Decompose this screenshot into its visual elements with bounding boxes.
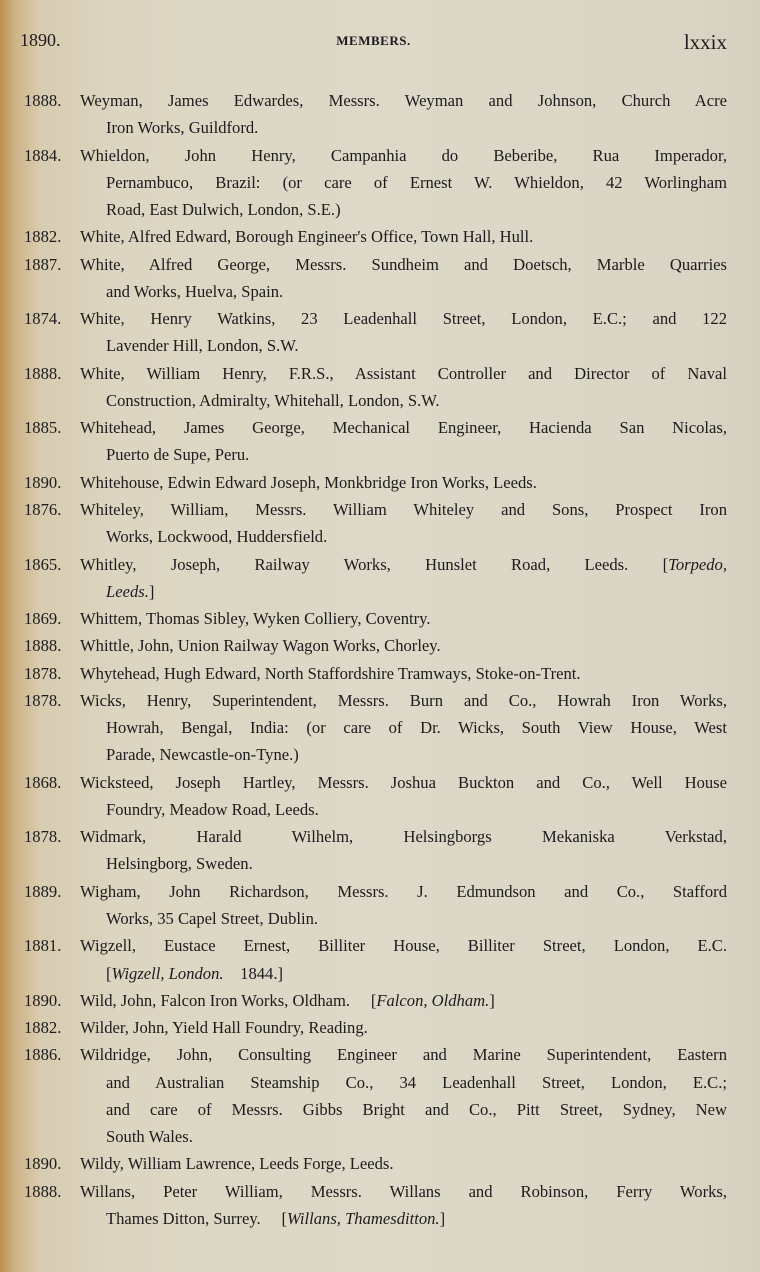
entry-text: Works, Lockwood, Huddersfield.: [106, 527, 328, 547]
entry-text: Wilder, John, Yield Hall Foundry, Reading.: [80, 1018, 368, 1038]
election-year: 1876.: [24, 499, 62, 519]
election-year: 1869.: [24, 609, 62, 629]
member-list: [24, 87, 727, 1232]
election-year: 1890.: [24, 472, 62, 492]
entry-text: Whiteley, William, Messrs. William Whiteley and Sons, Prospect Iron: [80, 499, 727, 519]
entry-text: Construction, Admiralty, Whitehall, London, S.W.: [106, 390, 440, 410]
election-year: 1887.: [24, 254, 62, 274]
member-entry: [24, 305, 727, 360]
election-year: 1888.: [24, 1181, 62, 1201]
entry-text: and care of Messrs. Gibbs Bright and Co., Pitt Street, Sydney, New: [106, 1099, 727, 1119]
entry-line: [24, 960, 727, 987]
entry-text: Whittem, Thomas Sibley, Wyken Colliery, Coventry.: [80, 609, 431, 629]
member-entry: [24, 823, 727, 878]
entry-text: White, Henry Watkins, 23 Leadenhall Street, London, E.C.; and 122: [80, 309, 727, 329]
election-year: 1868.: [24, 772, 62, 792]
entry-line: [24, 905, 727, 932]
entry-line: [24, 114, 727, 141]
bracket: 1844.]: [240, 963, 284, 983]
entry-line: [24, 632, 727, 659]
entry-text: Thames Ditton, Surrey.: [106, 1208, 261, 1228]
entry-text: White, Alfred Edward, Borough Engineer's Office, Town Hall, Hull.: [80, 227, 534, 247]
entry-line: [24, 987, 727, 1014]
entry-text: Parade, Newcastle-on-Tyne.): [106, 745, 299, 765]
member-entry: [24, 878, 727, 933]
entry-text: Wigham, John Richardson, Messrs. J. Edmundson and Co., Stafford: [80, 881, 727, 901]
member-entry: [24, 1178, 727, 1233]
member-entry: [24, 1041, 727, 1150]
telegraphic-address: Wigzell, London.: [111, 963, 224, 983]
entry-text: and Works, Huelva, Spain.: [106, 281, 284, 301]
member-entry: [24, 687, 727, 769]
telegraphic-address: Torpedo,: [668, 554, 727, 574]
entry-text: Willans, Peter William, Messrs. Willans and Robinson, Ferry Works,: [80, 1181, 727, 1201]
bracket: ]: [439, 1208, 446, 1228]
entry-text: Wicksteed, Joseph Hartley, Messrs. Joshua Buckton and Co., Well House: [80, 772, 727, 792]
member-entry: [24, 1150, 727, 1177]
entry-line: [24, 1205, 727, 1232]
election-year: 1878.: [24, 827, 62, 847]
election-year: 1878.: [24, 663, 62, 683]
entry-line: [24, 169, 727, 196]
bracket: ]: [148, 581, 155, 601]
entry-line: [24, 387, 727, 414]
entry-line: [24, 1096, 727, 1123]
election-year: 1878.: [24, 690, 62, 710]
member-entry: [24, 469, 727, 496]
election-year: 1884.: [24, 145, 62, 165]
page-number: lxxix: [683, 30, 727, 54]
entry-line: [24, 551, 727, 578]
bracket: [: [106, 963, 112, 983]
entry-line: [24, 278, 727, 305]
entry-line: [24, 714, 727, 741]
entry-line: [24, 196, 727, 223]
entry-text: Whitehouse, Edwin Edward Joseph, Monkbridge Iron Works, Leeds.: [80, 472, 537, 492]
entry-text: Widmark, Harald Wilhelm, Helsingborgs Mekaniska Verkstad,: [80, 827, 727, 847]
entry-text: Wild, John, Falcon Iron Works, Oldham.: [80, 990, 351, 1010]
election-year: 1882.: [24, 1018, 62, 1038]
entry-line: [24, 741, 727, 768]
member-entry: [24, 660, 727, 687]
entry-line: [24, 251, 727, 278]
entry-line: [24, 360, 727, 387]
header-year: 1890.: [20, 30, 61, 50]
member-entry: [24, 87, 727, 142]
member-entry: [24, 632, 727, 659]
entry-line: [24, 142, 727, 169]
entry-text: South Wales.: [106, 1127, 193, 1147]
election-year: 1890.: [24, 990, 62, 1010]
bracket: [: [370, 990, 377, 1010]
entry-text: Works, 35 Capel Street, Dublin.: [106, 908, 319, 928]
entry-text: Whitley, Joseph, Railway Works, Hunslet Road, Leeds. [: [80, 554, 669, 574]
entry-line: [24, 332, 727, 359]
entry-text: Road, East Dulwich, London, S.E.): [106, 200, 341, 220]
entry-text: Iron Works, Guildford.: [106, 118, 259, 138]
telegraphic-address: Willans, Thamesditton.: [286, 1208, 440, 1228]
election-year: 1882.: [24, 227, 62, 247]
entry-text: Lavender Hill, London, S.W.: [106, 336, 299, 356]
bracket: [: [281, 1208, 287, 1228]
member-entry: [24, 551, 727, 606]
entry-line: [24, 523, 727, 550]
running-header: [20, 30, 727, 56]
entry-line: [24, 1041, 727, 1068]
election-year: 1885.: [24, 418, 62, 438]
entry-text: White, Alfred George, Messrs. Sundheim and Doetsch, Marble Quarries: [80, 254, 727, 274]
election-year: 1889.: [24, 881, 62, 901]
member-entry: [24, 360, 727, 415]
telegraphic-address: Falcon, Oldham.: [376, 990, 490, 1010]
entry-line: [24, 1150, 727, 1177]
entry-line: [24, 305, 727, 332]
entry-line: [24, 1123, 727, 1150]
entry-line: [24, 223, 727, 250]
member-entry: [24, 414, 727, 469]
entry-line: [24, 469, 727, 496]
entry-line: [24, 605, 727, 632]
member-entry: [24, 251, 727, 306]
election-year: 1888.: [24, 363, 62, 383]
entry-line: [24, 660, 727, 687]
entry-line: [24, 769, 727, 796]
entry-line: [24, 1178, 727, 1205]
entry-text: Wigzell, Eustace Ernest, Billiter House, Billiter Street, London, E.C.: [80, 936, 727, 956]
entry-text: Wildridge, John, Consulting Engineer and Marine Superintendent, Eastern: [80, 1045, 727, 1065]
entry-line: [24, 441, 727, 468]
member-entry: [24, 605, 727, 632]
entry-text: Howrah, Bengal, India: (or care of Dr. Wicks, South View House, West: [106, 718, 727, 738]
entry-text: Whitehead, James George, Mechanical Engineer, Hacienda San Nicolas,: [80, 418, 727, 438]
entry-text: Whieldon, John Henry, Campanhia do Beberibe, Rua Imperador,: [80, 145, 727, 165]
entry-text: White, William Henry, F.R.S., Assistant Controller and Director of Naval: [80, 363, 727, 383]
header-title: MEMBERS.: [336, 33, 411, 48]
entry-text: Pernambuco, Brazil: (or care of Ernest W. Whieldon, 42 Worlingham: [106, 172, 727, 192]
entry-line: [24, 496, 727, 523]
entry-text: Foundry, Meadow Road, Leeds.: [106, 799, 319, 819]
member-entry: [24, 1014, 727, 1041]
entry-text: Puerto de Supe, Peru.: [106, 445, 250, 465]
entry-text: and Australian Steamship Co., 34 Leadenhall Street, London, E.C.;: [106, 1072, 727, 1092]
entry-line: [24, 414, 727, 441]
member-entry: [24, 496, 727, 551]
member-entry: [24, 769, 727, 824]
entry-text: Helsingborg, Sweden.: [106, 854, 253, 874]
election-year: 1888.: [24, 636, 62, 656]
entry-line: [24, 578, 727, 605]
entry-text: Wicks, Henry, Superintendent, Messrs. Burn and Co., Howrah Iron Works,: [80, 690, 727, 710]
member-entry: [24, 987, 727, 1014]
member-entry: [24, 223, 727, 250]
entry-line: [24, 87, 727, 114]
entry-line: [24, 932, 727, 959]
election-year: 1886.: [24, 1045, 62, 1065]
entry-text: Wildy, William Lawrence, Leeds Forge, Leeds.: [80, 1154, 394, 1174]
entry-text: Whytehead, Hugh Edward, North Staffordshire Tramways, Stoke-on-Trent.: [80, 663, 581, 683]
election-year: 1890.: [24, 1154, 62, 1174]
entry-text: Whittle, John, Union Railway Wagon Works, Chorley.: [80, 636, 441, 656]
member-entry: [24, 142, 727, 224]
bracket: ]: [489, 990, 495, 1010]
entry-line: [24, 878, 727, 905]
entry-line: [24, 1014, 727, 1041]
telegraphic-address: Leeds.: [106, 581, 149, 601]
entry-text: Weyman, James Edwardes, Messrs. Weyman and Johnson, Church Acre: [80, 91, 727, 110]
entry-line: [24, 850, 727, 877]
entry-line: [24, 823, 727, 850]
election-year: 1874.: [24, 309, 62, 329]
entry-line: [24, 796, 727, 823]
election-year: 1881.: [24, 936, 62, 956]
election-year: 1888.: [24, 91, 62, 110]
member-entry: [24, 932, 727, 987]
election-year: 1865.: [24, 554, 62, 574]
entry-line: [24, 687, 727, 714]
entry-line: [24, 1069, 727, 1096]
